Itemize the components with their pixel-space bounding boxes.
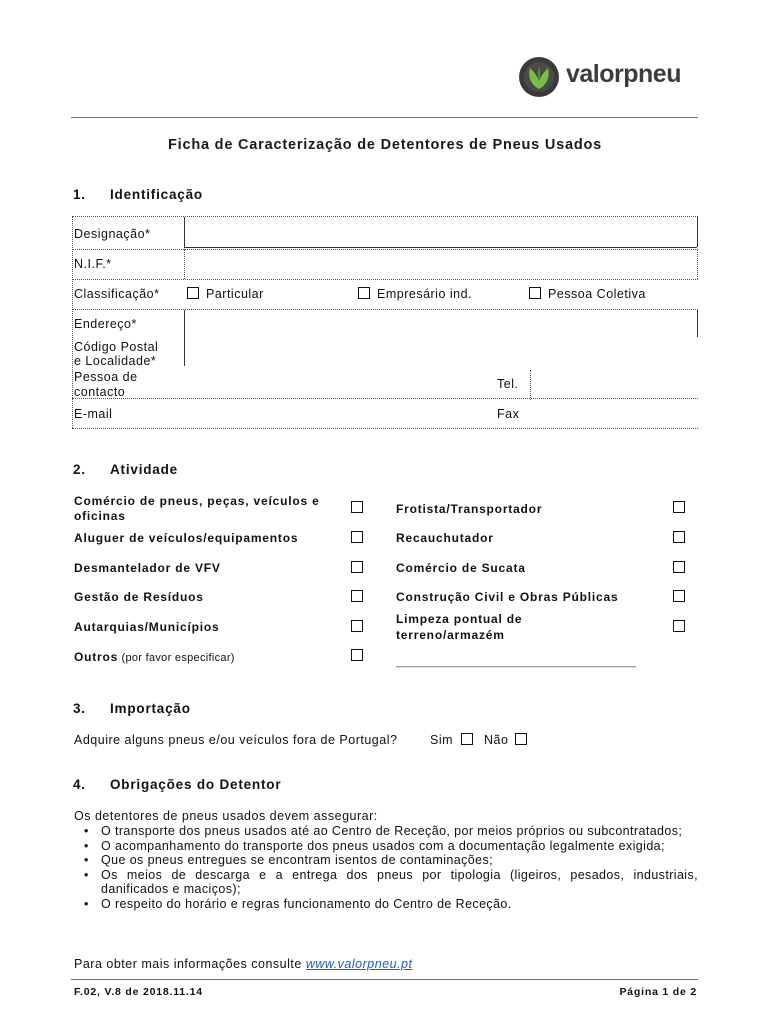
- importacao-sim-label: Sim: [430, 733, 454, 747]
- empresario-label: Empresário ind.: [377, 287, 473, 301]
- valorpneu-website-link[interactable]: www.valorpneu.pt: [305, 957, 413, 971]
- atividade-limpeza-label-1: Limpeza pontual de: [396, 612, 523, 626]
- atividade-comercio-checkbox[interactable]: [351, 501, 363, 513]
- pessoa-coletiva-label: Pessoa Coletiva: [548, 287, 646, 301]
- importacao-sim-checkbox[interactable]: [461, 733, 473, 745]
- atividade-outros-row: [74, 650, 235, 664]
- atividade-outros-specify-line[interactable]: ______________________________________: [396, 656, 637, 668]
- section-3-title: Importação: [110, 701, 191, 716]
- atividade-limpeza-label-2: terreno/armazém: [396, 628, 505, 642]
- atividade-sucata-checkbox[interactable]: [673, 561, 685, 573]
- section-3-number: 3.: [73, 701, 86, 716]
- atividade-autarquias-label: Autarquias/Municípios: [74, 620, 220, 634]
- atividade-outros-checkbox[interactable]: [351, 649, 363, 661]
- atividade-aluguer-label: Aluguer de veículos/equipamentos: [74, 531, 299, 545]
- email-label: E-mail: [74, 407, 113, 421]
- fax-field[interactable]: [533, 400, 696, 426]
- header-rule: [71, 117, 698, 118]
- atividade-construcao-checkbox[interactable]: [673, 590, 685, 602]
- endereco-field[interactable]: [186, 311, 696, 337]
- atividade-sucata-label: Comércio de Sucata: [396, 561, 526, 575]
- obrigacoes-intro: Os detentores de pneus usados devem assegurar:: [74, 809, 378, 823]
- importacao-nao-label: Não: [484, 733, 509, 747]
- valorpneu-logo-icon: [518, 56, 560, 98]
- codigo-postal-label-2: e Localidade*: [74, 354, 157, 368]
- pessoa-contacto-label-1: Pessoa de: [74, 370, 138, 384]
- particular-label: Particular: [206, 287, 264, 301]
- obrigacoes-item: • O respeito do horário e regras funcionamento do Centro de Receção.: [74, 897, 698, 912]
- atividade-frotista-checkbox[interactable]: [673, 501, 685, 513]
- pessoa-coletiva-checkbox[interactable]: [529, 287, 541, 299]
- obrigacoes-list: [74, 824, 698, 912]
- logo: [518, 56, 693, 98]
- atividade-outros-hint: (por favor especificar): [121, 652, 235, 664]
- designacao-label: Designação*: [74, 227, 151, 241]
- atividade-comercio-label-1: Comércio de pneus, peças, veículos e: [74, 494, 320, 508]
- codigo-postal-field[interactable]: [186, 339, 696, 367]
- tel-field[interactable]: [533, 370, 696, 396]
- logo-text: valorpneu: [566, 60, 681, 88]
- atividade-aluguer-checkbox[interactable]: [351, 531, 363, 543]
- classificacao-label: Classificação*: [74, 287, 160, 301]
- particular-checkbox[interactable]: [187, 287, 199, 299]
- more-info-text: Para obter mais informações consulte: [74, 957, 302, 971]
- endereco-label: Endereço*: [74, 317, 137, 331]
- footer-code: F.02, V.8 de 2018.11.14: [74, 986, 203, 998]
- footer-rule: [71, 979, 698, 980]
- importacao-nao-checkbox[interactable]: [515, 733, 527, 745]
- empresario-checkbox[interactable]: [358, 287, 370, 299]
- atividade-limpeza-checkbox[interactable]: [673, 620, 685, 632]
- atividade-recauchutador-label: Recauchutador: [396, 531, 494, 545]
- atividade-residuos-label: Gestão de Resíduos: [74, 590, 204, 604]
- section-1-title: Identificação: [110, 187, 203, 202]
- footer-page-number: Página 1 de 2: [619, 986, 697, 998]
- atividade-desmantelador-checkbox[interactable]: [351, 561, 363, 573]
- nif-field[interactable]: [186, 250, 696, 278]
- atividade-construcao-label: Construção Civil e Obras Públicas: [396, 590, 619, 604]
- designacao-field[interactable]: [186, 218, 696, 246]
- section-2-number: 2.: [73, 462, 86, 477]
- section-4-title: Obrigações do Detentor: [110, 777, 282, 792]
- atividade-autarquias-checkbox[interactable]: [351, 620, 363, 632]
- atividade-recauchutador-checkbox[interactable]: [673, 531, 685, 543]
- section-4-number: 4.: [73, 777, 86, 792]
- email-field[interactable]: [186, 400, 486, 426]
- atividade-residuos-checkbox[interactable]: [351, 590, 363, 602]
- more-info-row: [74, 957, 412, 971]
- atividade-desmantelador-label: Desmantelador de VFV: [74, 561, 221, 575]
- atividade-comercio-label-2: oficinas: [74, 509, 126, 523]
- atividade-outros-label: Outros: [74, 650, 119, 664]
- atividade-frotista-label: Frotista/Transportador: [396, 502, 543, 516]
- pessoa-contacto-field[interactable]: [186, 370, 486, 396]
- obrigacoes-item: • O acompanhamento do transporte dos pneus usados com a documentação legalmente exigida;: [74, 839, 698, 854]
- section-1-number: 1.: [73, 187, 86, 202]
- obrigacoes-item: • Que os pneus entregues se encontram isentos de contaminações;: [74, 853, 698, 868]
- codigo-postal-label-1: Código Postal: [74, 340, 159, 354]
- obrigacoes-item: • O transporte dos pneus usados até ao Centro de Receção, por meios próprios ou subcontratados;: [74, 824, 698, 839]
- page-title: Ficha de Caracterização de Detentores de Pneus Usados: [167, 137, 603, 153]
- obrigacoes-item: • Os meios de descarga e a entrega dos pneus por tipologia (ligeiros, pesados, industriais, danificados e maciços);: [74, 868, 698, 897]
- importacao-question: Adquire alguns pneus e/ou veículos fora de Portugal?: [74, 733, 398, 747]
- section-2-title: Atividade: [110, 462, 178, 477]
- nif-label: N.I.F.*: [74, 257, 112, 271]
- tel-label: Tel.: [497, 377, 519, 391]
- pessoa-contacto-label-2: contacto: [74, 385, 126, 399]
- fax-label: Fax: [497, 407, 520, 421]
